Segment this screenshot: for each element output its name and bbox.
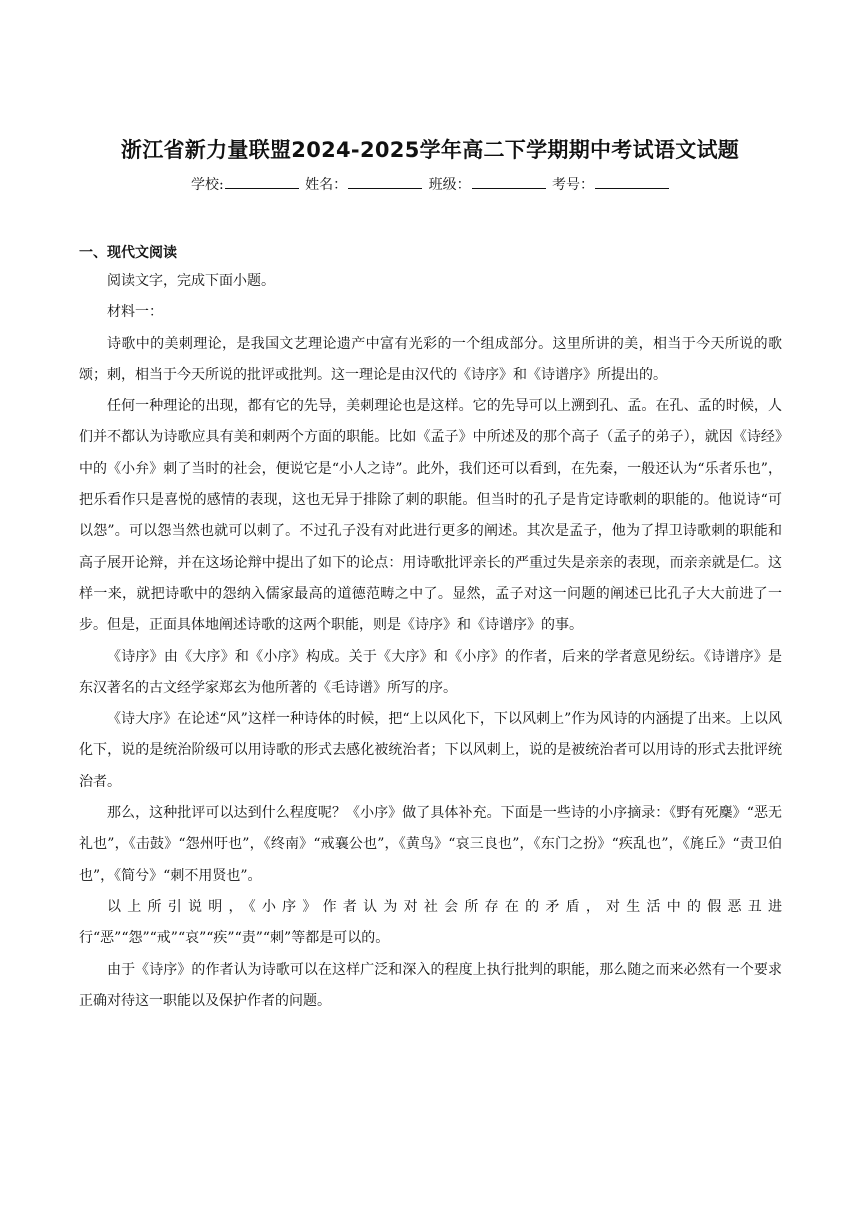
exam-number-label: 考号： <box>552 177 595 193</box>
reading-passage <box>79 266 782 1017</box>
name-field[interactable] <box>305 174 422 194</box>
passage-paragraph: 《诗大序》在论述“风”这样一种诗体的时候，把“上以风化下，下以风刺上”作为风诗的内涵提了出来。上以风化下，说的是统治阶级可以用诗歌的形式去感化被统治者；下以风刺上，说的是被统治者可以用诗的形式去批评统治者。 <box>79 711 782 790</box>
passage-paragraph: 任何一种理论的出现，都有它的先导，美刺理论也是这样。它的先导可以上溯到孔、孟。在孔、孟的时候，人们并不都认为诗歌应具有美和刺两个方面的职能。比如《孟子》中所述及的那个高子（孟子的弟子），就因《诗经》中的《小弁》刺了当时的社会，便说它是“小人之诗”。此外，我们还可以看到，在先秦，一般还认为“乐者乐也”，把乐看作只是喜悦的感情的表现，这也无异于排除了刺的职能。但当时的孔子是肯定诗歌刺的职能的。他说诗“可以怨”。可以怨当然也就可以刺了。不过孔子没有对此进行更多的阐述。其次是孟子，他为了捍卫诗歌刺的职能和高子展开论辩，并在这场论辩中提出了如下的论点：用诗歌批评亲长的严重过失是亲亲的表现，而亲亲就是仁。这样一来，就把诗歌中的怨纳入儒家最高的道德范畴之中了。显然，孟子对这一问题的阐述已比孔子大大前进了一步。但是，正面具体地阐述诗歌的这两个职能，则是《诗序》和《诗谱序》的事。 <box>79 398 782 634</box>
exam-number-field[interactable] <box>552 174 669 194</box>
name-label: 姓名： <box>305 177 348 193</box>
passage-paragraph: 以上所引说明，《小序》作者认为对社会所存在的矛盾，对生活中的假恶丑进行“恶”“怨”“戒”“哀”“疾”“责”“刺”等都是可以的。 <box>79 898 782 947</box>
school-label: 学校: <box>190 177 224 193</box>
class-label: 班级： <box>428 177 471 193</box>
student-info-line <box>0 174 860 194</box>
class-field[interactable] <box>429 174 546 194</box>
passage-paragraph: 《诗序》由《大序》和《小序》构成。关于《大序》和《小序》的作者，后来的学者意见纷纭。《诗谱序》是东汉著名的古文经学家郑玄为他所著的《毛诗谱》所写的序。 <box>79 648 782 696</box>
passage-paragraph: 那么，这种批评可以达到什么程度呢？《小序》做了具体补充。下面是一些诗的小序摘录：《野有死麇》“恶无礼也”，《击鼓》“怨州吁也”，《终南》“戒襄公也”，《黄鸟》“哀三良也”，《东门之扮》“疾乱也”，《旄丘》“责卫伯也”，《简兮》“刺不用贤也”。 <box>79 805 782 884</box>
passage-paragraph: 由于《诗序》的作者认为诗歌可以在这样广泛和深入的程度上执行批判的职能，那么随之而来必然有一个要求正确对待这一职能以及保护作者的问题。 <box>79 961 782 1009</box>
school-blank[interactable] <box>225 176 299 189</box>
instruction-paragraph: 阅读文字，完成下面小题。 <box>107 273 275 289</box>
passage-paragraph: 诗歌中的美刺理论，是我国文艺理论遗产中富有光彩的一个组成部分。这里所讲的美，相当于今天所说的歌颂；刺，相当于今天所说的批评或批判。这一理论是由汉代的《诗序》和《诗谱序》所提出的。 <box>79 335 782 383</box>
exam-number-blank[interactable] <box>595 176 669 189</box>
name-blank[interactable] <box>348 176 422 189</box>
class-blank[interactable] <box>472 176 546 189</box>
section-heading: 一、现代文阅读 <box>79 245 177 261</box>
school-field[interactable] <box>191 174 299 194</box>
exam-title: 浙江省新力量联盟2024-2025学年高二下学期期中考试语文试题 <box>120 138 740 162</box>
material-label: 材料一： <box>107 304 163 321</box>
